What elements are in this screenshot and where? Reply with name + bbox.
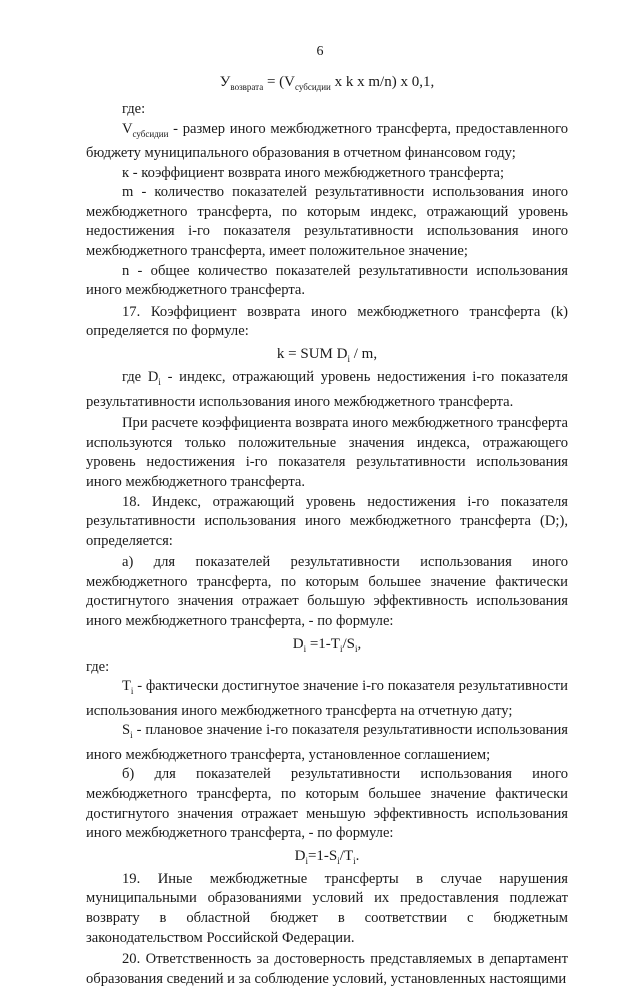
paragraph-18a: а) для показателей результативности использования иного межбюджетного трансферта, по которым большее значение фактически достигнутого значения отражает большую эффективность использования иного межбюджетного трансферта, - по формуле: <box>86 554 568 630</box>
formula-a: $D_i =1-T_i/S_i$, <box>292 635 362 654</box>
formula-b: $D_i=1-S_i/T_i$. <box>294 847 360 866</box>
formula-return-amount: $У_{возврата} = (V_{субсидии}$ x k x m/n) x 0,1, <box>219 74 435 92</box>
formula-k: k = SUM $D_i$ / m, <box>276 346 378 365</box>
definition-di: где $D_i$ - индекс, отражающий уровень недостижения i-го показателя результативности использования иного межбюджетного трансферта. <box>86 369 568 410</box>
paragraph-calc: При расчете коэффициента возврата иного межбюджетного трансферта используются только положительные значения индекса, отражающего уровень недостижения i-го показателя результативности использования иного межбюджетного трансферта. <box>86 415 568 490</box>
definition-t: $T_i$ - фактически достигнутое значение i-го показателя результативности использования иного межбюджетного трансферта на отчетную дату; <box>86 678 568 719</box>
where-label-2: где: <box>86 658 110 675</box>
definition-k: к - коэффициент возврата иного межбюджетного трансферта; <box>122 164 505 181</box>
where-label: где: <box>122 101 146 117</box>
definition-s: $S_i$ - плановое значение i-го показателя результативности использования иного межбюджетного трансферта, установленное соглашением; <box>86 722 568 763</box>
paragraph-19: 19. Иные межбюджетные трансферты в случае нарушения муниципальными образованиями условий их предоставления подлежат возврату в областной бюджет в соответствии с бюджетным законодательством Российской Федерации. <box>86 870 568 946</box>
paragraph-17: 17. Коэффициент возврата иного межбюджетного трансферта (k) определяется по формуле: <box>86 303 568 340</box>
definition-m: m - количество показателей результативности использования иного межбюджетного трансферта, по которым индекс, отражающий уровень недостижения i-го показателя результативности использования иного межбюджетного трансферта, имеет положительное значение; <box>86 184 568 260</box>
paragraph-20: 20. Ответственность за достоверность представляемых в департамент образования сведений и за соблюдение условий, установленных настоящими <box>86 951 568 987</box>
document-body <box>86 100 568 989</box>
page-number: 6 <box>316 44 324 59</box>
definition-n: n - общее количество показателей результативности использования иного межбюджетного трансферта. <box>86 262 568 299</box>
paragraph-18b: б) для показателей результативности использования иного межбюджетного трансферта, по которым большее значение фактически достигнутого значения отражает меньшую эффективность использования иного межбюджетного трансферта, - по формуле: <box>86 766 568 842</box>
paragraph-18: 18. Индекс, отражающий уровень недостижения i-го показателя результативности использования иного межбюджетного трансферта (D;), определяется: <box>86 493 568 549</box>
definition-v: $V_{субсидии}$ - размер иного межбюджетного трансферта, предоставленного бюджету муниципального образования в отчетном финансовом году; <box>86 120 568 162</box>
